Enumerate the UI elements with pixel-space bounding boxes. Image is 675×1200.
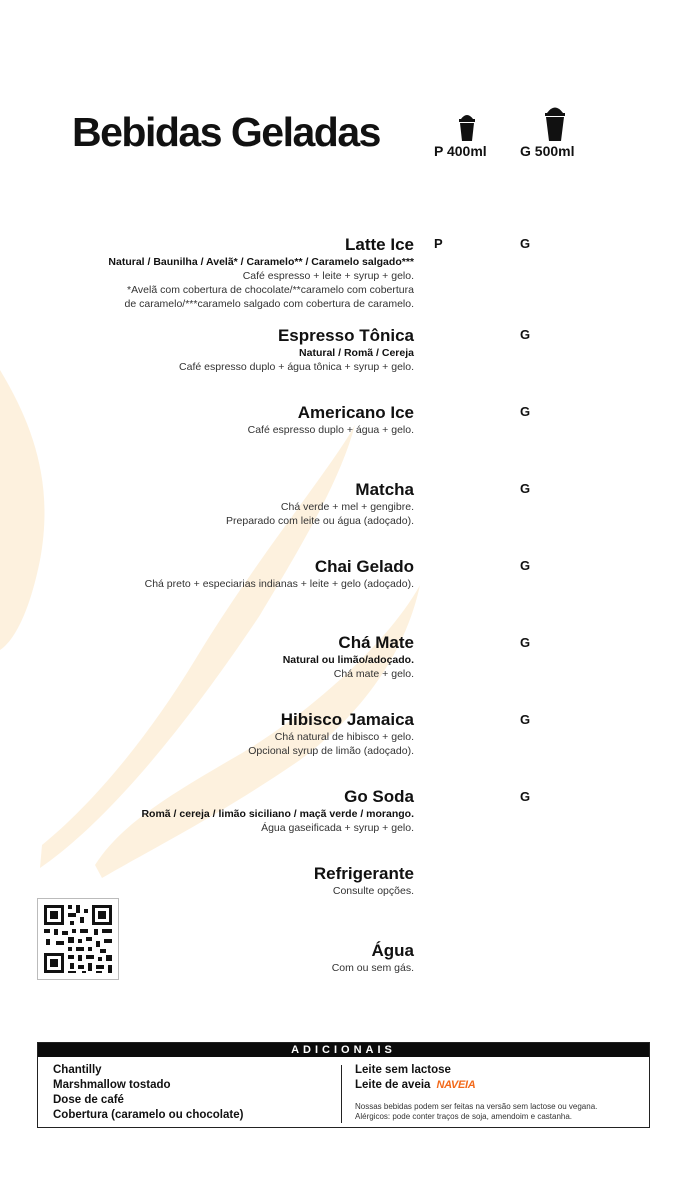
item-options: Natural / Baunilha / Avelã* / Caramelo** / Caramelo salgado***: [108, 256, 414, 268]
menu-item-cha-mate: [283, 633, 414, 681]
size-label-g: G 500ml: [520, 143, 575, 159]
item-description: Café espresso duplo + água + gelo.: [247, 424, 414, 436]
size-mark-g: G: [520, 404, 531, 419]
item-description: Chá mate + gelo.: [333, 668, 414, 680]
item-description: Chá preto + especiarias indianas + leite + gelo (adoçado).: [144, 578, 414, 590]
size-mark-g: G: [520, 327, 531, 342]
item-description: *Avelã com cobertura de chocolate/**caramelo com cobertura: [127, 284, 414, 296]
menu-item-hibisco-jamaica: [248, 710, 414, 758]
item-name: Espresso Tônica: [277, 326, 414, 345]
item-name: Água: [371, 941, 414, 960]
addition-item: Marshmallow tostado: [53, 1079, 171, 1091]
item-name: Go Soda: [344, 787, 414, 806]
item-description: Café espresso + leite + syrup + gelo.: [242, 270, 414, 282]
menu-item-latte-ice: [108, 235, 414, 311]
size-mark-p: P: [434, 236, 443, 251]
item-description: de caramelo/***caramelo salgado com cobertura de caramelo.: [124, 298, 414, 310]
menu-item-espresso-tonica: [179, 326, 414, 374]
item-name: Matcha: [355, 480, 414, 499]
item-description: Chá verde + mel + gengibre.: [280, 501, 414, 513]
note-line: Alérgicos: pode conter traços de soja, amendoim e castanha.: [355, 1112, 573, 1121]
menu-item-chai-gelado: [145, 557, 414, 591]
qr-code[interactable]: [37, 898, 119, 980]
size-label-p: P 400ml: [434, 143, 487, 159]
size-mark-g: G: [520, 635, 531, 650]
addition-item: Leite sem lactose: [355, 1064, 451, 1076]
item-options: Natural ou limão/adoçado.: [282, 654, 414, 666]
item-name: Latte Ice: [345, 235, 414, 254]
addition-item: Dose de café: [53, 1094, 124, 1106]
item-description: Consulte opções.: [332, 885, 414, 897]
item-description: Café espresso duplo + água tônica + syrup + gelo.: [179, 361, 414, 373]
item-name: Americano Ice: [297, 403, 414, 422]
addition-item: Chantilly: [53, 1064, 102, 1076]
large-cup-icon: [544, 104, 566, 142]
page-title: Bebidas Geladas: [72, 109, 380, 155]
item-options: Romã / cereja / limão siciliano / maçã verde / morango.: [141, 808, 414, 820]
item-name: Chá Mate: [338, 633, 414, 652]
menu-item-americano-ice: [248, 403, 414, 437]
size-mark-g: G: [520, 236, 531, 251]
additions-divider: [341, 1065, 342, 1123]
item-name: Chai Gelado: [314, 557, 414, 576]
size-mark-g: G: [520, 481, 531, 496]
item-description: Chá natural de hibisco + gelo.: [274, 731, 414, 743]
note-line: Nossas bebidas podem ser feitas na versão sem lactose ou vegana.: [355, 1102, 598, 1111]
additions-right-list: [355, 1063, 645, 1122]
size-mark-g: G: [520, 558, 531, 573]
menu-item-matcha: [226, 480, 414, 528]
item-name: Hibisco Jamaica: [280, 710, 414, 729]
menu-item-refrigerante: [314, 864, 414, 898]
additions-box: [37, 1042, 650, 1128]
item-description: Com ou sem gás.: [331, 962, 414, 974]
additions-left-list: [53, 1063, 243, 1123]
addition-item: Cobertura (caramelo ou chocolate): [53, 1109, 244, 1121]
menu-item-agua: [332, 941, 414, 975]
addition-item-oat-milk: [355, 1078, 645, 1093]
size-mark-g: G: [520, 789, 531, 804]
item-description: Preparado com leite ou água (adoçado).: [226, 515, 414, 527]
addition-item-label: Leite de aveia: [355, 1079, 431, 1091]
size-mark-g: G: [520, 712, 531, 727]
menu-item-go-soda: [141, 787, 414, 835]
small-cup-icon: [458, 112, 476, 142]
additions-title: ADICIONAIS: [38, 1043, 649, 1057]
item-name: Refrigerante: [313, 864, 414, 883]
allergen-note: [355, 1102, 645, 1122]
item-description: Opcional syrup de limão (adoçado).: [248, 745, 414, 757]
naveia-brand-logo: NAVEIA: [436, 1079, 476, 1091]
item-options: Natural / Romã / Cereja: [299, 347, 414, 359]
item-description: Água gaseificada + syrup + gelo.: [261, 822, 414, 834]
